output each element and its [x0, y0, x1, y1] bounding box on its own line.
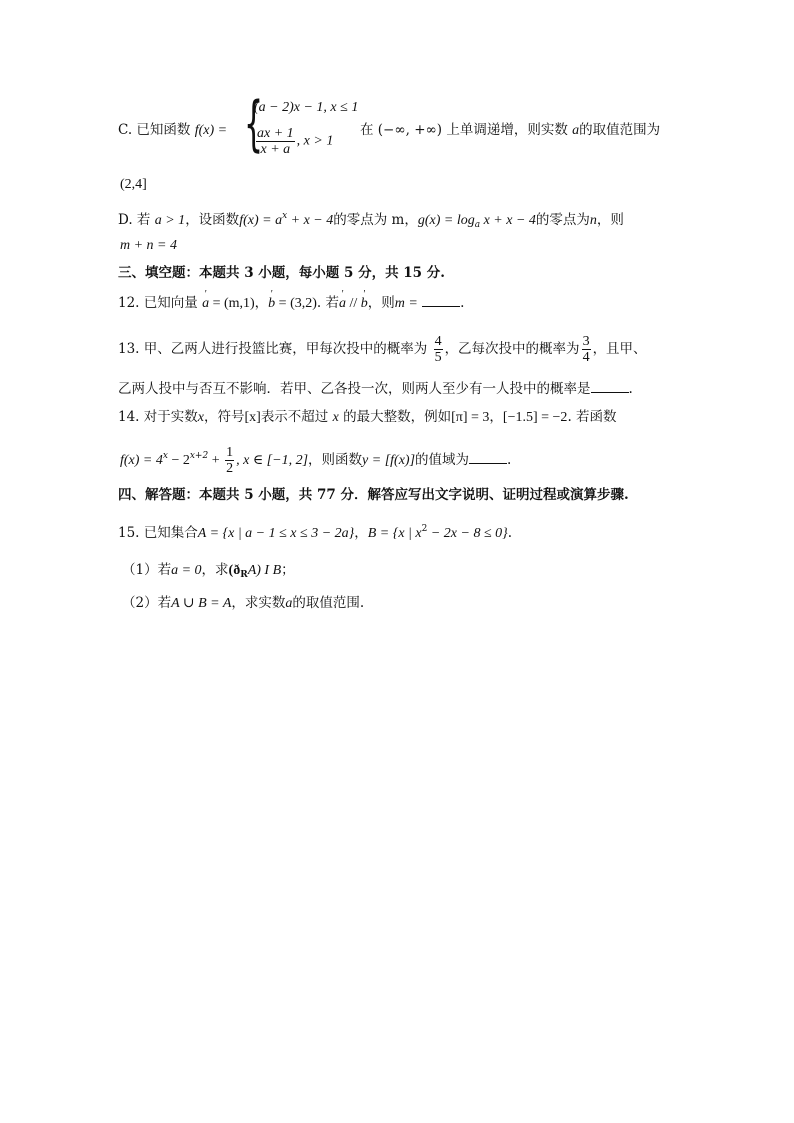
option-d-line-2: m + n = 4 [120, 238, 178, 253]
option-c-text: 在 (−∞, +∞) 上单调递增，则实数 a的取值范围为 [360, 122, 661, 138]
question-12: 12. 已知向量 ' a = (m,1)，' b = (3,2). 若' a // ' b，则m = . [118, 294, 464, 313]
piecewise-case-2: $\frac{ax + 1}{x + a}$ , x > 1 [257, 126, 334, 157]
option-c-label: C. 已知函数 f(x) = [118, 122, 228, 138]
answer-blank-13[interactable] [591, 380, 629, 393]
question-15: 15. 已知集合A = {x | a − 1 ≤ x ≤ 3 − 2a}，B = {x | $x^2 - 2x - 8 \le 0$}. [118, 524, 513, 541]
question-14-line-2: $f(x) = 4^x - 2^{x+2}$ + $\frac{1}{2}$ , x ∈ [−1, 2]，则函数y = [f(x)]的值域为 . [120, 445, 512, 476]
question-15-part-2: （2）若A ∪ B = A，求实数a的取值范围. [122, 595, 365, 611]
question-13-line-2: 乙两人投中与否互不影响．若甲、乙各投一次，则两人至少有一人投中的概率是 . [118, 381, 633, 397]
question-13-line-1: 13. 甲、乙两人进行投篮比赛，甲每次投中的概率为 $\frac{4}{5}$ ，乙每次投中的概率为 $\frac{3}{4}$ ，且甲、 [118, 334, 647, 365]
question-14-line-1: 14. 对于实数x，符号[x]表示不超过 x 的最大整数，例如[π] = 3，[−1.5] = −2. 若函数 [118, 409, 617, 425]
option-d-line-1: D. 若 a > 1，设函数$f(x) = a^x + x - 4$的零点为 m，$g(x) = \log_a x + x - 4$的零点为n，则 [118, 211, 624, 230]
answer-blank-12[interactable] [422, 294, 460, 307]
question-15-part-1: （1）若a = 0，求$(ð_RA)$ I B； [122, 562, 295, 580]
section-4-heading: 四、解答题：本题共 5 小题，共 77 分．解答应写出文字说明、证明过程或演算步骤. [118, 487, 629, 503]
section-3-heading: 三、填空题：本题共 3 小题，每小题 5 分，共 15 分. [118, 265, 445, 281]
answer-blank-14[interactable] [469, 451, 507, 464]
piecewise-brace: { [244, 89, 264, 159]
piecewise-case-1: (a − 2)x − 1, x ≤ 1 [254, 100, 359, 115]
option-c-answer: (2,4] [120, 177, 147, 192]
